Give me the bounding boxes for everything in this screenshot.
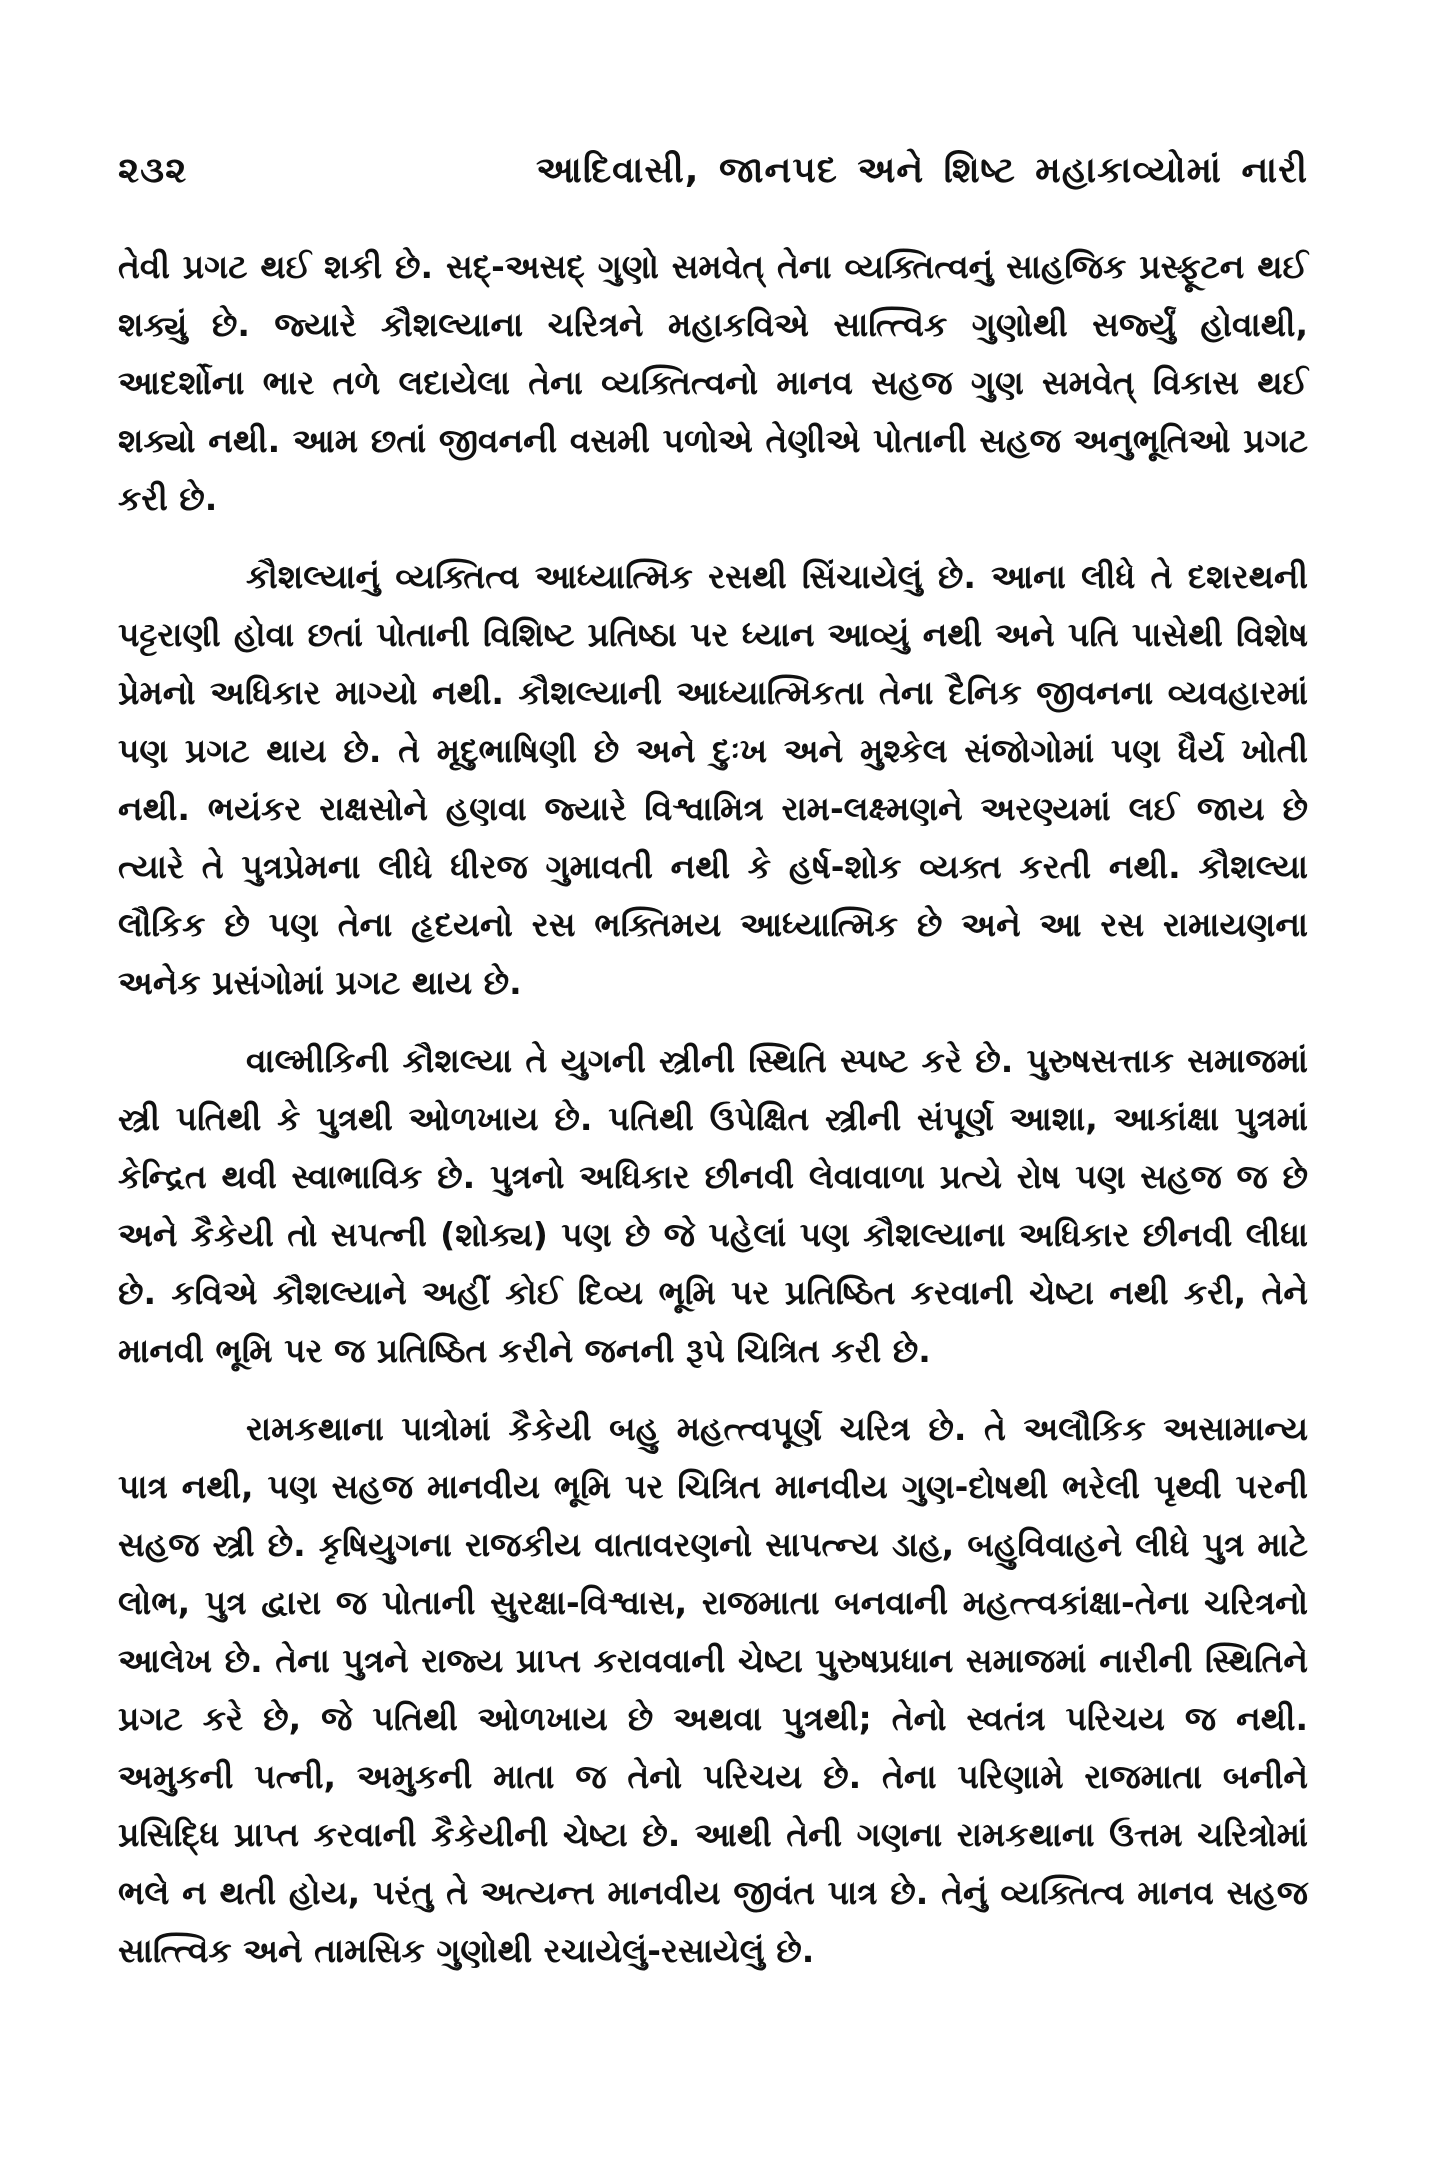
paragraph-kaikeyi: રામકથાના પાત્રોમાં કૈકેયી બહુ મહત્ત્વપૂર્ણ ચરિત્ર છે. તે અલૌકિક અસામાન્ય પાત્ર નથી, પણ સહજ માનવીય ભૂમિ પર ચિત્રિત માનવીય ગુણ-દોષથી ભરેલી પૃથ્વી પરની સહજ સ્ત્રી છે. કૃષિયુગના રાજકીય વાતાવરણનો સાપત્ન્ય ડાહ, બહુવિવાહને લીધે પુત્ર માટે લોભ, પુત્ર દ્વારા જ પોતાની સુરક્ષા-વિશ્વાસ, રાજમાતા બનવાની મહત્ત્વકાંક્ષા-તેના ચરિત્રનો આલેખ છે. તેના પુત્રને રાજ્ય પ્રાપ્ત કરાવવાની ચેષ્ટા પુરુષપ્રધાન સમાજમાં નારીની સ્થિતિને પ્રગટ કરે છે, જે પતિથી ઓળખાય છે અથવા પુત્રથી; તેનો સ્વતંત્ર પરિચય જ નથી. અમુકની પત્ની, અમુકની માતા જ તેનો પરિચય છે. તેના પરિણામે રાજમાતા બનીને પ્રસિદ્ધિ પ્રાપ્ત કરવાની કૈકેયીની ચેષ્ટા છે. આથી તેની ગણના રામકથાના ઉત્તમ ચરિત્રોમાં ભલે ન થતી હોય, પરંતુ તે અત્યન્ત માનવીય જીવંત પાત્ર છે. તેનું વ્યક્તિત્વ માનવ સહજ સાત્ત્વિક અને તામસિક ગુણોથી રચાયેલું-રસાયેલું છે. [118, 1409, 1308, 1970]
running-title: આદિવાસી, જાનપદ અને શિષ્ટ મહાકાવ્યોમાં નારી [536, 150, 1308, 191]
page-header [118, 150, 1308, 210]
paragraph-continuation: તેવી પ્રગટ થઈ શકી છે. સદ્-અસદ્ ગુણો સમવેત્ તેના વ્યક્તિત્વનું સાહજિક પ્રસ્ફૂટન થઈ શક્યું છે. જ્યારે કૌશલ્યાના ચરિત્રને મહાકવિએ સાત્ત્વિક ગુણોથી સર્જ્યું હોવાથી, આદર્શોના ભાર તળે લદાયેલા તેના વ્યક્તિત્વનો માનવ સહજ ગુણ સમવેત્ વિકાસ થઈ શક્યો નથી. આમ છતાં જીવનની વસમી પળોએ તેણીએ પોતાની સહજ અનુભૂતિઓ પ્રગટ કરી છે. [118, 247, 1308, 518]
page-number: ૨૩૨ [118, 150, 188, 191]
paragraph-kaushalya-spiritual: કૌશલ્યાનું વ્યક્તિત્વ આધ્યાત્મિક રસથી સિંચાયેલું છે. આના લીધે તે દશરથની પટ્ટરાણી હોવા છતાં પોતાની વિશિષ્ટ પ્રતિષ્ઠા પર ધ્યાન આવ્યું નથી અને પતિ પાસેથી વિશેષ પ્રેમનો અધિકાર માગ્યો નથી. કૌશલ્યાની આધ્યાત્મિકતા તેના દૈનિક જીવનના વ્યવહારમાં પણ પ્રગટ થાય છે. તે મૃદુભાષિણી છે અને દુઃખ અને મુશ્કેલ સંજોગોમાં પણ ધૈર્ય ખોતી નથી. ભયંકર રાક્ષસોને હણવા જ્યારે વિશ્વામિત્ર રામ-લક્ષ્મણને અરણ્યમાં લઈ જાય છે ત્યારે તે પુત્રપ્રેમના લીધે ધીરજ ગુમાવતી નથી કે હર્ષ-શોક વ્યક્ત કરતી નથી. કૌશલ્યા લૌકિક છે પણ તેના હૃદયનો રસ ભક્તિમય આધ્યાત્મિક છે અને આ રસ રામાયણના અનેક પ્રસંગોમાં પ્રગટ થાય છે. [118, 557, 1308, 1002]
body-text [118, 238, 1308, 2000]
paragraph-valmiki-kaushalya: વાલ્મીકિની કૌશલ્યા તે યુગની સ્ત્રીની સ્થિતિ સ્પષ્ટ કરે છે. પુરુષસત્તાક સમાજમાં સ્ત્રી પતિથી કે પુત્રથી ઓળખાય છે. પતિથી ઉપેક્ષિત સ્ત્રીની સંપૂર્ણ આશા, આકાંક્ષા પુત્રમાં કેન્દ્રિત થવી સ્વાભાવિક છે. પુત્રનો અધિકાર છીનવી લેવાવાળા પ્રત્યે રોષ પણ સહજ જ છે અને કૈકેયી તો સપત્ની (શોક્ય) પણ છે જે પહેલાં પણ કૌશલ્યાના અધિકાર છીનવી લીધા છે. કવિએ કૌશલ્યાને અહીં કોઈ દિવ્ય ભૂમિ પર પ્રતિષ્ઠિત કરવાની ચેષ્ટા નથી કરી, તેને માનવી ભૂમિ પર જ પ્રતિષ્ઠિત કરીને જનની રૂપે ચિત્રિત કરી છે. [118, 1041, 1308, 1370]
